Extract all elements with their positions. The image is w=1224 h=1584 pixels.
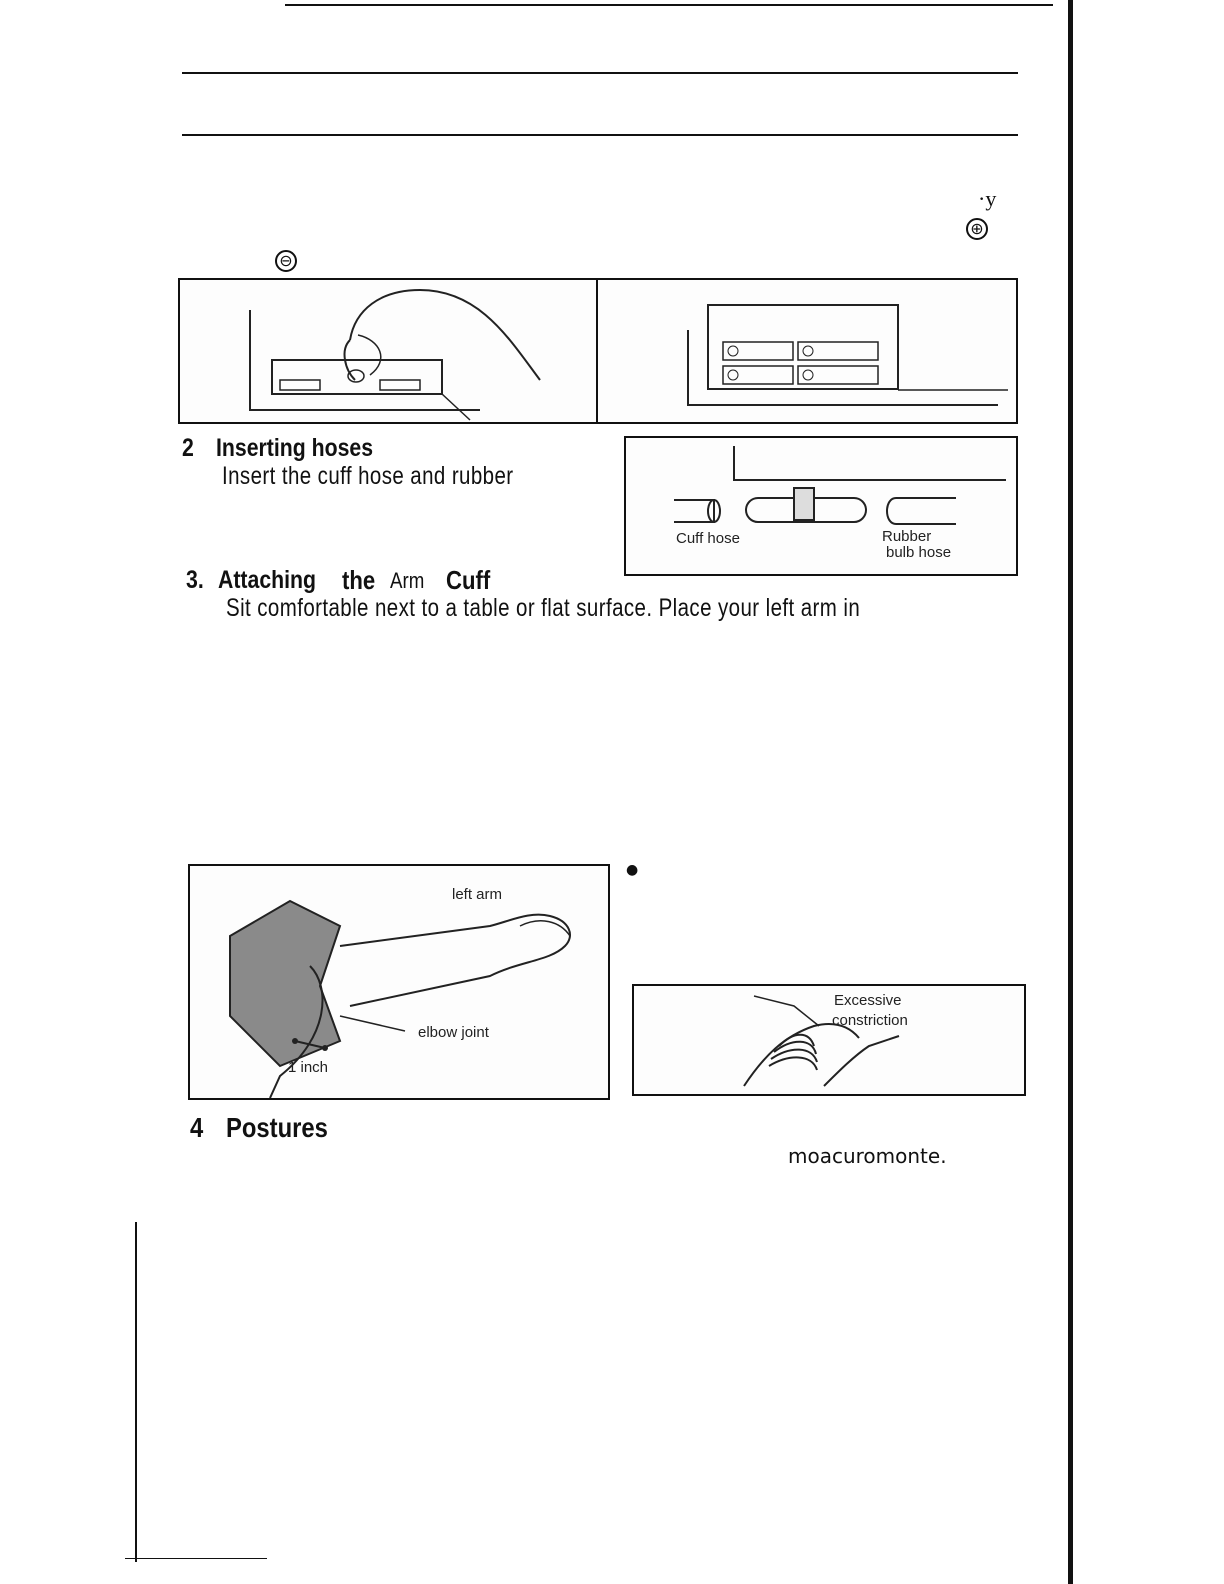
section-4-number: 4 xyxy=(190,1112,204,1143)
plus-polarity-icon xyxy=(966,218,988,240)
section-3-body: Sit comfortable next to a table or flat surface. Place your left arm in xyxy=(226,594,861,622)
header-rule-2 xyxy=(182,134,1018,136)
battery-compartment-figure xyxy=(596,278,1018,424)
hose-figure xyxy=(624,436,1018,576)
minus-symbol: ⊖ xyxy=(279,251,293,270)
section-2-body: Insert the cuff hose and rubber xyxy=(222,462,514,490)
minus-polarity-icon xyxy=(275,250,297,272)
plus-symbol: ⊕ xyxy=(970,219,984,238)
arm-with-cuff-illustration xyxy=(190,866,608,1098)
header-rule-1 xyxy=(182,72,1018,74)
section-3-title-c: Arm xyxy=(390,568,425,593)
constriction-label-line1: Excessive xyxy=(834,992,902,1009)
left-margin-rule xyxy=(135,1222,137,1562)
section-3-number: 3. xyxy=(186,566,204,594)
one-inch-label: 1 inch xyxy=(288,1059,329,1076)
section-4-title: Postures xyxy=(226,1112,328,1143)
battery-cover-figure xyxy=(178,278,600,424)
section-3-title-d: Cuff xyxy=(446,565,491,595)
stray-y-mark: ·y xyxy=(978,186,997,211)
left-arm-label: left arm xyxy=(452,886,503,903)
section-4-trailing-text: moacuromonte. xyxy=(788,1144,947,1168)
arm-cuff-figure xyxy=(188,864,610,1100)
elbow-joint-label: elbow joint xyxy=(418,1024,489,1041)
section-2-title: Inserting hoses xyxy=(216,434,374,462)
section-3-title-a: Attaching xyxy=(218,566,316,594)
right-page-border xyxy=(1068,0,1073,1584)
constriction-figure xyxy=(632,984,1026,1096)
bottom-rule xyxy=(125,1558,267,1559)
section-2-number: 2 xyxy=(182,434,194,462)
hose-connection-illustration xyxy=(626,438,1016,574)
battery-compartment-illustration xyxy=(598,280,1016,422)
section-3-title-b: the xyxy=(342,565,376,595)
excessive-constriction-illustration xyxy=(634,986,1024,1094)
top-rule-short xyxy=(285,4,1053,6)
constriction-label-line2: constriction xyxy=(832,1012,908,1029)
hand-opening-cover-illustration xyxy=(180,280,598,422)
bulb-hose-label: bulb hose xyxy=(886,544,952,561)
bullet-mark: ● xyxy=(626,862,639,878)
rubber-label: Rubber xyxy=(882,528,932,545)
cuff-hose-label: Cuff hose xyxy=(676,530,740,547)
